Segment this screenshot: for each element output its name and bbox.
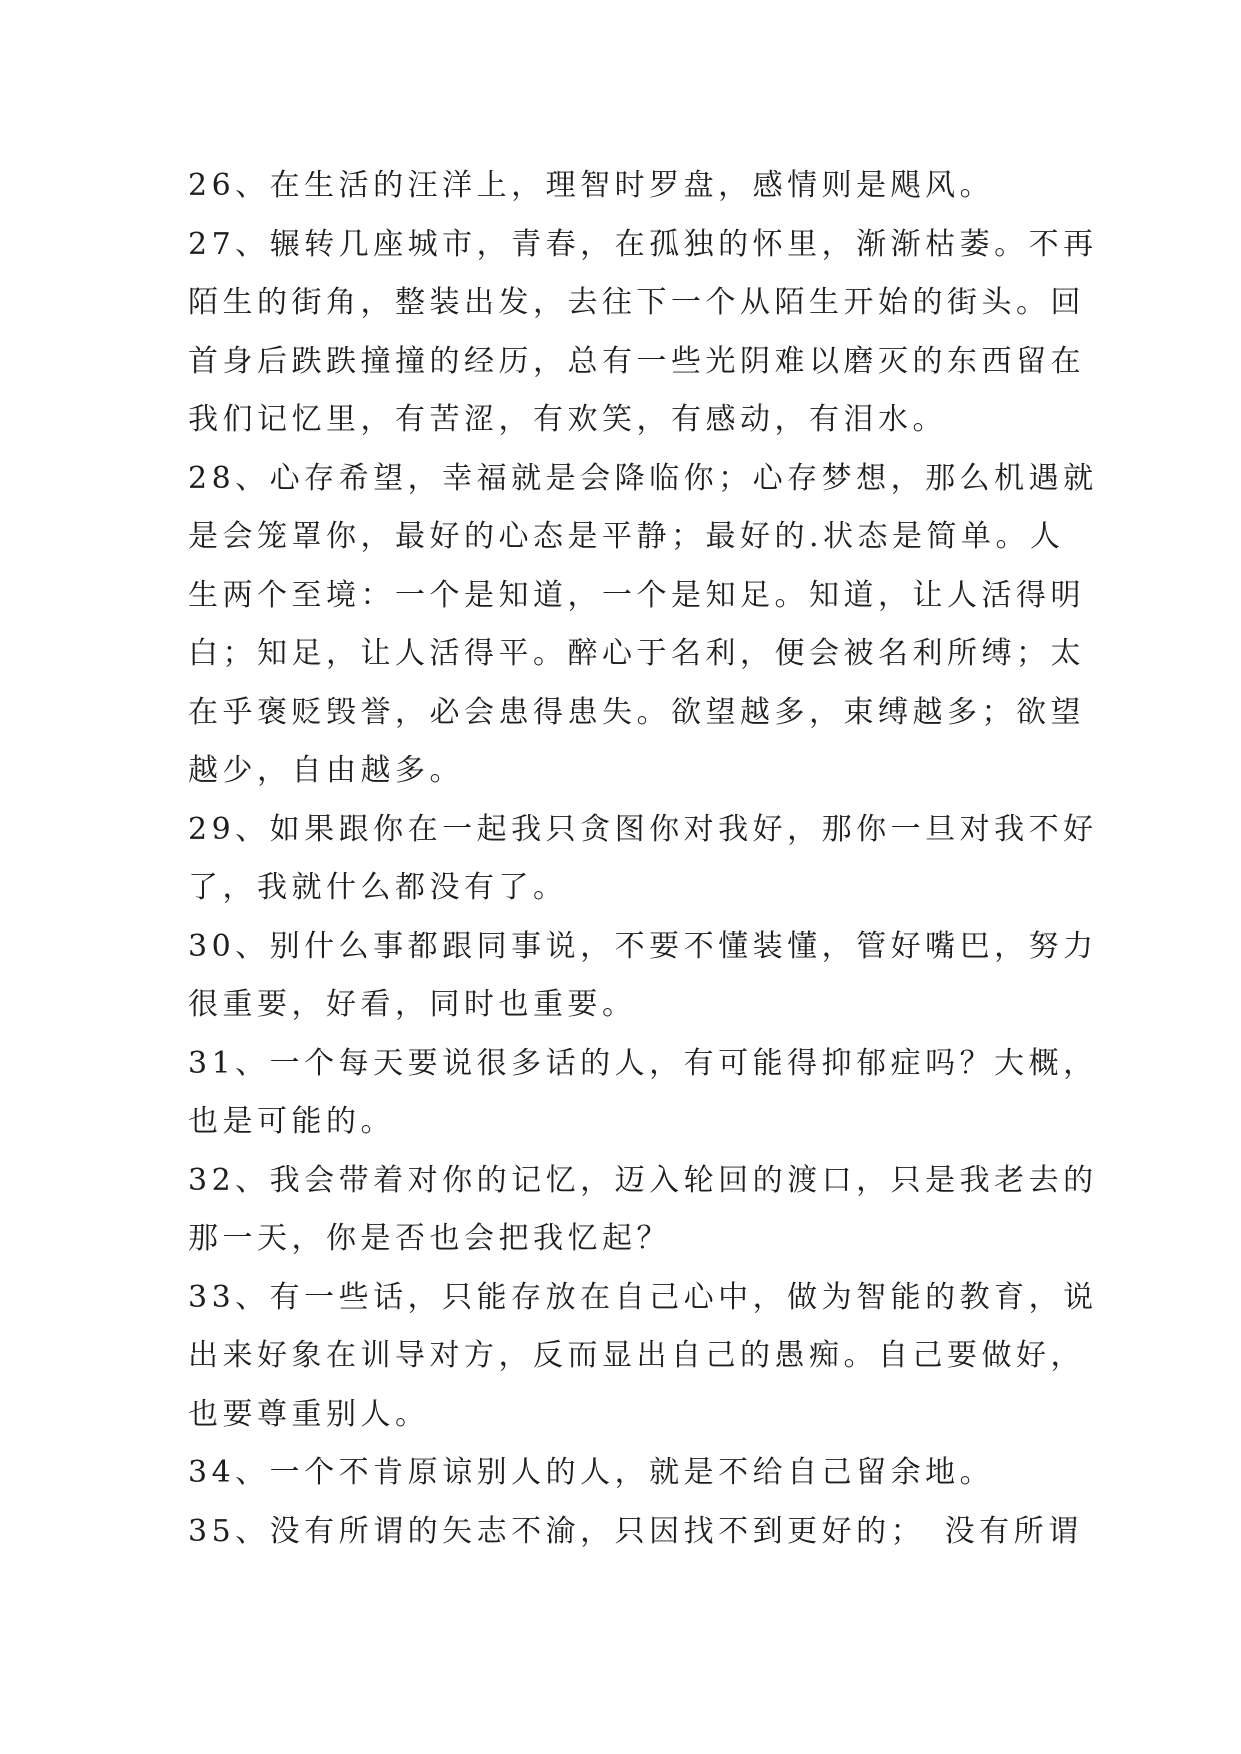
text-line: 在乎褒贬毁誉，必会患得患失。欲望越多，束缚越多；欲望 [188,694,1085,730]
text-line: 白；知足，让人活得平。醉心于名利，便会被名利所缚；太 [188,636,1085,671]
document-body [188,157,1098,1561]
text-line: 越少，自由越多。 [188,753,464,788]
text-line: 28、心存希望，幸福就是会降临你；心存梦想，那么机遇就 [188,460,1098,496]
entry-31 [188,1035,1098,1152]
entry-35 [188,1503,1083,1562]
text-line: 也是可能的。 [188,1104,395,1139]
entry-26 [188,157,1068,216]
text-line: 33、有一些话，只能存放在自己心中，做为智能的教育，说 [188,1279,1098,1315]
text-line: 很重要，好看，同时也重要。 [188,987,637,1022]
entry-30 [188,918,1098,1035]
text-line: 29、如果跟你在一起我只贪图你对我好，那你一旦对我不好 [188,811,1098,847]
text-line: 35、没有所谓的矢志不渝，只因找不到更好的； 没有所谓 [188,1513,1083,1549]
text-line: 30、别什么事都跟同事说，不要不懂装懂，管好嘴巴，努力 [188,928,1098,964]
text-line: 了，我就什么都没有了。 [188,870,568,905]
text-line: 生两个至境：一个是知道，一个是知足。知道，让人活得明 [188,577,1085,613]
text-line: 出来好象在训导对方，反而显出自己的愚痴。自己要做好， [188,1338,1085,1373]
text-line: 我们记忆里，有苦涩，有欢笑，有感动，有泪水。 [188,402,947,437]
text-line: 32、我会带着对你的记忆，迈入轮回的渡口，只是我老去的 [188,1162,1098,1198]
text-line: 陌生的街角，整装出发，去往下一个从陌生开始的街头。回 [188,285,1085,320]
entry-34 [188,1444,1068,1503]
text-line: 首身后跌跌撞撞的经历，总有一些光阴难以磨灭的东西留在 [188,343,1085,379]
text-line: 34、一个不肯原谅别人的人，就是不给自己留余地。 [188,1455,995,1490]
entry-33 [188,1269,1098,1445]
entry-28 [188,450,1098,801]
text-line: 27、辗转几座城市，青春，在孤独的怀里，渐渐枯萎。不再 [188,226,1098,262]
text-line: 也要尊重别人。 [188,1396,430,1432]
text-line: 26、在生活的汪洋上，理智时罗盘，感情则是飓风。 [188,168,995,203]
text-line: 那一天，你是否也会把我忆起？ [188,1221,671,1256]
entry-32 [188,1152,1098,1269]
entry-29 [188,801,1098,918]
text-line: 31、一个每天要说很多话的人，有可能得抑郁症吗？大概， [188,1045,1098,1081]
entry-27 [188,216,1098,450]
text-line: 是会笼罩你，最好的心态是平静；最好的.状态是简单。人 [188,519,1065,554]
